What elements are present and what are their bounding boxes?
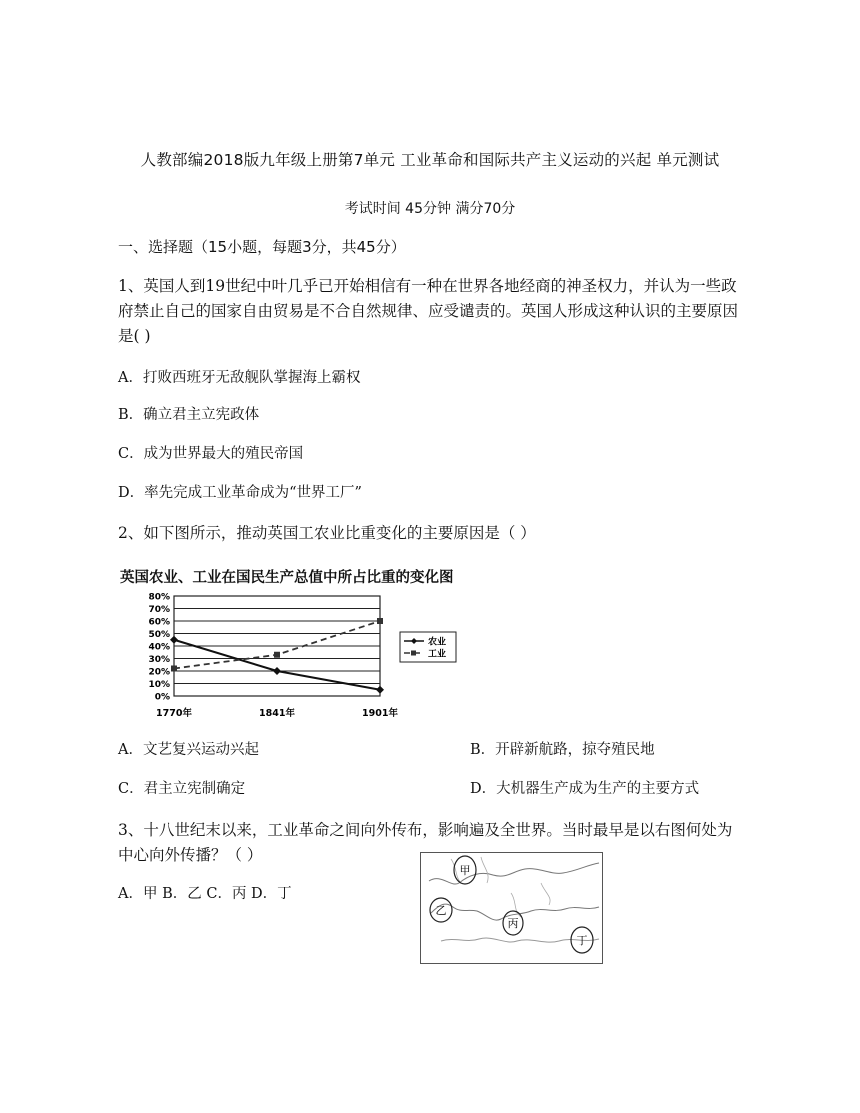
question-1-option-d: D．率先完成工业革命成为“世界工厂” (118, 485, 362, 501)
series-line (174, 621, 380, 669)
y-tick-label: 50% (148, 630, 170, 640)
y-tick-label: 70% (148, 605, 170, 615)
question-1-option-b: B．确立君主立宪政体 (118, 407, 260, 423)
y-tick-label: 40% (148, 642, 170, 653)
map-label-bing: 丙 (507, 917, 519, 930)
question-3-stem: 3、十八世纪末以来，工业革命之间向外传布，影响遍及全世界。当时最早是以右图何处为中心向外传播？（ ） (118, 821, 733, 864)
data-point (273, 667, 281, 675)
legend-label: 工业 (428, 649, 447, 660)
question-2-option-c: C．君主立宪制确定 (118, 781, 246, 797)
data-point (170, 636, 178, 644)
question-2-option-a: A．文艺复兴运动兴起 (118, 742, 259, 758)
map-label-jia: 甲 (459, 864, 471, 877)
question-3-options: A．甲 B．乙 C．丙 D．丁 (118, 886, 292, 902)
data-point (171, 666, 177, 672)
line-chart (118, 588, 458, 724)
x-tick-label: 1901年 (362, 708, 398, 719)
question-2-option-b: B．开辟新航路，掠夺殖民地 (470, 742, 655, 758)
y-tick-label: 20% (148, 667, 170, 678)
question-1-stem: 1、英国人到19世纪中叶几乎已开始相信有一种在世界各地经商的神圣权力，并认为一些政府禁止自己的国家自由贸易是不合自然规律、应受谴责的。英国人形成这种认识的主要原因是( ) (118, 277, 739, 345)
y-tick-label: 30% (148, 655, 170, 665)
exam-info: 考试时间 45分钟 满分70分 (344, 201, 516, 217)
europe-map-drawing (421, 853, 602, 963)
chart-title: 英国农业、工业在国民生产总值中所占比重的变化图 (120, 570, 454, 586)
map-label-yi: 乙 (435, 904, 447, 917)
question-1-option-c: C．成为世界最大的殖民帝国 (118, 446, 304, 462)
x-tick-label: 1770年 (156, 708, 192, 719)
europe-map (420, 852, 603, 964)
data-point (274, 652, 280, 658)
y-tick-label: 80% (148, 592, 170, 603)
page-title: 人教部编2018版九年级上册第7单元 工业革命和国际共产主义运动的兴起 单元测试 (140, 151, 720, 169)
data-point (377, 618, 383, 624)
map-label-ding: 丁 (576, 934, 588, 947)
question-1-option-a: A．打败西班牙无敌舰队掌握海上霸权 (118, 370, 361, 386)
x-tick-label: 1841年 (259, 708, 295, 719)
y-tick-label: 60% (148, 617, 170, 628)
question-2-stem: 2、如下图所示，推动英国工农业比重变化的主要原因是（ ） (118, 524, 536, 542)
section-heading: 一、选择题（15小题，每题3分，共45分） (118, 238, 406, 256)
y-tick-label: 10% (148, 680, 170, 690)
question-2-option-d: D．大机器生产成为生产的主要方式 (470, 781, 700, 797)
data-point (376, 686, 384, 694)
y-tick-label: 0% (154, 692, 170, 703)
legend-marker (411, 651, 416, 656)
legend-label: 农业 (428, 637, 447, 648)
